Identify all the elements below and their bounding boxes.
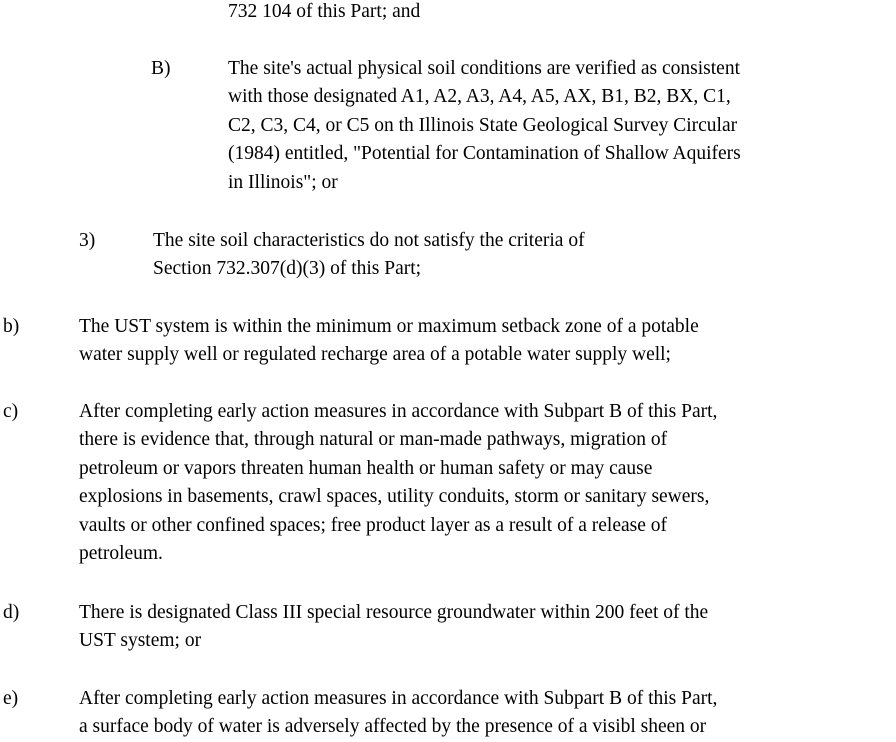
item-text-d (79, 599, 708, 656)
continuation-text (228, 0, 420, 26)
text-line: The UST system is within the minimum or maximum setback zone of a potable (79, 316, 699, 337)
text-line: 732 104 of this Part; and (228, 1, 421, 22)
text-line: explosions in basements, crawl spaces, utility conduits, storm or sanitary sewers, (79, 486, 710, 508)
item-label-e: e) (3, 688, 19, 709)
text-line: Section 732.307(d)(3) of this Part; (153, 258, 422, 280)
text-line: The site soil characteristics do not satisfy the criteria of (153, 230, 585, 251)
item-text-b (79, 313, 699, 370)
text-line: there is evidence that, through natural or man-made pathways, migration of (79, 429, 668, 451)
text-line: vaults or other confined spaces; free product layer as a result of a release of (79, 514, 667, 536)
text-line: C2, C3, C4, or C5 on th Illinois State Geological Survey Circular (228, 114, 738, 136)
text-line: water supply well or regulated recharge area of a potable water supply well; (79, 344, 671, 366)
item-text-3 (153, 227, 585, 284)
item-text-c (79, 398, 717, 568)
text-line: a surface body of water is adversely affected by the presence of a visibl sheen or (79, 716, 707, 738)
text-line: petroleum. (79, 543, 163, 565)
text-line: The site's actual physical soil conditions are verified as consistent (228, 58, 740, 79)
item-text-B (228, 55, 741, 197)
item-label-b: b) (3, 316, 20, 337)
item-label-d: d) (3, 602, 20, 623)
text-line: UST system; or (79, 630, 202, 652)
text-line: After completing early action measures in accordance with Subpart B of this Part, (79, 688, 718, 709)
text-line: in Illinois"; or (228, 171, 338, 193)
item-label-B: B) (151, 58, 171, 79)
item-label-3: 3) (79, 230, 96, 251)
text-line: with those designated A1, A2, A3, A4, A5, AX, B1, B2, BX, C1, (228, 86, 731, 108)
text-line: petroleum or vapors threaten human health or human safety or may cause (79, 457, 653, 479)
item-label-c: c) (3, 401, 19, 422)
text-line: (1984) entitled, "Potential for Contamination of Shallow Aquifers (228, 143, 741, 165)
text-line: After completing early action measures in accordance with Subpart B of this Part, (79, 401, 718, 422)
item-text-e (79, 685, 717, 742)
text-line: There is designated Class III special resource groundwater within 200 feet of the (79, 602, 709, 623)
